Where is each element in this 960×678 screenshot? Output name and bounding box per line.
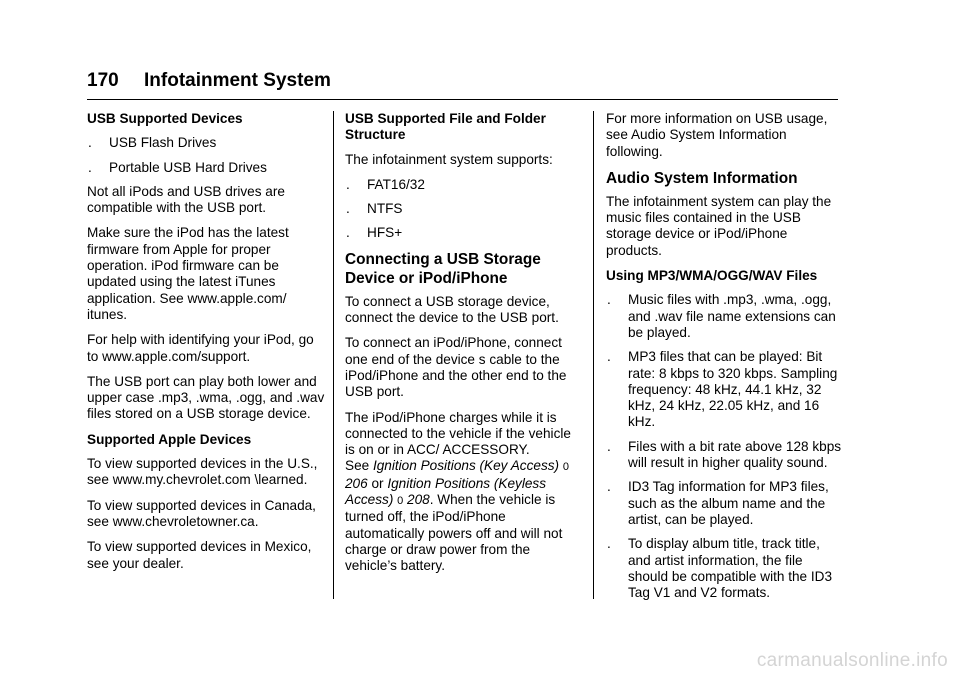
bullet: . — [607, 292, 611, 308]
list-item: . Music files with .mp3, .wma, .ogg, and .wav file name extensions can be played. — [607, 292, 836, 340]
list-item: . USB Flash Drives — [88, 135, 217, 151]
bullet: . — [88, 159, 92, 175]
bullet: . — [607, 349, 611, 365]
ref-ignition-keyless-access[interactable]: Ignition Positions (Keyless Access) — [345, 475, 546, 508]
column-divider-1 — [333, 111, 334, 599]
paragraph: The infotainment system can play the music files contained in the USB storage device or iPod/iPhone products. — [606, 193, 832, 258]
bullet: . — [607, 479, 611, 495]
bullet: . — [88, 135, 92, 151]
column-2 — [345, 111, 583, 584]
paragraph-with-references: See Ignition Positions (Key Access) 0 206 or Ignition Positions (Keyless Access) 0 208. When the vehicle is turned off, the iPod/iPhone automatically powers off and will not charge or draw power from the vehicle’s battery. — [345, 458, 569, 574]
list-item: . FAT16/32 — [346, 176, 425, 192]
page-ref-icon: 0 — [562, 461, 569, 474]
page-number: 170 — [87, 70, 119, 91]
list-item: . HFS+ — [346, 225, 403, 241]
list-item: . Files with a bit rate above 128 kbps will result in higher quality sound. — [607, 438, 842, 471]
audio-system-information-heading: Audio System Information — [606, 169, 798, 187]
ref-page-206[interactable]: 206 — [345, 475, 368, 491]
paragraph: The USB port can play both lower and upper case .mp3, .wma, .ogg, and .wav files stored on a USB storage device. — [87, 373, 325, 422]
list-item: . Portable USB Hard Drives — [88, 159, 267, 175]
column-divider-2 — [593, 111, 594, 599]
page-header — [87, 70, 837, 100]
paragraph: For more information on USB usage, see Audio System Information following. — [606, 111, 828, 159]
paragraph: Make sure the iPod has the latest firmware from Apple for proper operation. iPod firmware can be updated using the latest iTunes application. See www.apple.com/ itunes. — [87, 225, 289, 322]
ref-ignition-key-access[interactable]: Ignition Positions (Key Access) — [372, 458, 560, 474]
list-item: . To display album title, track title, and artist information, the file should be compatible with the ID3 Tag V1 and V2 formats. — [607, 536, 833, 601]
paragraph: Not all iPods and USB drives are compatible with the USB port. — [87, 183, 285, 216]
ref-page-208[interactable]: 208 — [407, 492, 430, 508]
paragraph: To view supported devices in Canada, see www.chevroletowner.ca. — [87, 497, 316, 529]
header-divider — [87, 99, 838, 100]
mp3-files-heading: Using MP3/WMA/OGG/WAV Files — [606, 268, 818, 284]
page-title: Infotainment System — [144, 70, 331, 91]
watermark-text: carmanualsonline.info — [756, 650, 948, 671]
paragraph: To connect an iPod/iPhone, connect one end of the device s cable to the iPod/iPhone and the other end to the USB port. — [345, 335, 567, 400]
list-item: . MP3 files that can be played: Bit rate: 8 kbps to 320 kbps. Sampling frequency: 48 kHz, 44.1 kHz, 32 kHz, 24 kHz, 22.05 kHz, and 16 kHz. — [607, 349, 838, 430]
file-structure-heading: USB Supported File and Folder Structure — [345, 111, 546, 143]
list-item: . NTFS — [346, 201, 403, 217]
connecting-usb-heading: Connecting a USB Storage Device or iPod/iPhone — [345, 250, 541, 287]
list-item: . ID3 Tag information for MP3 files, such as the album name and the artist, can be played. — [607, 479, 829, 527]
paragraph: The iPod/iPhone charges while it is connected to the vehicle if the vehicle is on or in ACC/ ACCESSORY. — [345, 409, 571, 458]
bullet: . — [346, 225, 350, 241]
paragraph: To view supported devices in Mexico, see your dealer. — [87, 539, 312, 571]
bullet: . — [607, 536, 611, 552]
paragraph: To view supported devices in the U.S., see www.my.chevrolet.com \learned. — [87, 456, 318, 488]
column-1 — [87, 111, 325, 581]
bullet: . — [607, 438, 611, 454]
page-ref-icon: 0 — [397, 495, 404, 508]
paragraph: To connect a USB storage device, connect the device to the USB port. — [345, 293, 559, 326]
paragraph: The infotainment system supports: — [345, 151, 553, 167]
paragraph: For help with identifying your iPod, go to www.apple.com/support. — [87, 332, 314, 364]
usb-supported-devices-heading: USB Supported Devices — [87, 111, 243, 126]
supported-apple-devices-heading: Supported Apple Devices — [87, 431, 252, 447]
bullet: . — [346, 176, 350, 192]
bullet: . — [346, 201, 350, 217]
column-3 — [606, 111, 844, 609]
